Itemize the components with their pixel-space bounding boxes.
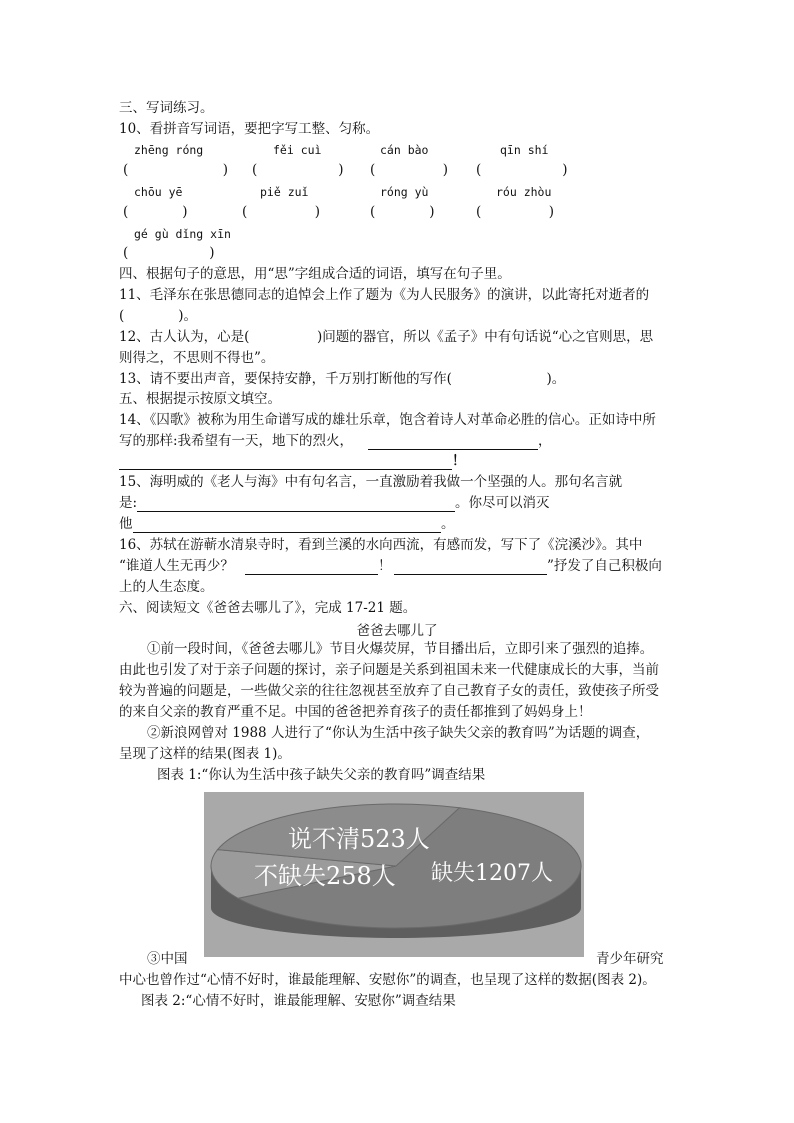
paragraph3-line2: 中心也曾作过“心情不好时，谁最能理解、安慰你”的调查，也呈现了这样的数据(图表 2)。	[119, 972, 656, 988]
pinyin-4: qīn shí	[500, 143, 549, 157]
q16-blank-1[interactable]	[245, 574, 378, 575]
q11-line1: 11、毛泽东在张思德同志的追悼会上作了题为《为人民服务》的演讲，以此寄托对逝者的	[119, 287, 650, 303]
answer-box-2[interactable]: ( )	[252, 162, 344, 178]
paragraph1-line3: 较为普遍的问题是，一些做父亲的往往忽视甚至放弃了自己教育子女的责任，致使孩子所受	[119, 683, 659, 699]
q15-line3-start: 他	[119, 516, 133, 532]
section3-heading: 三、写词练习。	[119, 100, 214, 116]
q13-line: 13、请不要出声音，要保持安静，千万别打断他的写作( )。	[119, 371, 566, 387]
answer-box-4[interactable]: ( )	[476, 162, 568, 178]
q14-comma: ，	[538, 433, 552, 449]
q15-blank-1[interactable]	[137, 511, 455, 512]
pinyin-8: róu zhòu	[496, 185, 552, 199]
pinyin-1: zhēng róng	[134, 143, 204, 157]
answer-box-5[interactable]: ( )	[123, 204, 188, 220]
q16-blank-2[interactable]	[394, 574, 547, 575]
paragraph2-line2: 呈现了这样的结果(图表 1)。	[119, 746, 291, 762]
q14-blank-2[interactable]	[119, 469, 452, 470]
paragraph1-line4: 的来自父亲的教育严重不足。中国的爸爸把养育孩子的责任都推到了妈妈身上！	[119, 704, 592, 720]
q16-line2-end: ”抒发了自己积极向	[547, 558, 662, 574]
label-not-missing: 不缺失258人	[254, 862, 396, 890]
answer-box-7[interactable]: ( )	[370, 204, 435, 220]
q15-blank-2[interactable]	[133, 532, 441, 533]
answer-box-3[interactable]: ( )	[370, 162, 449, 178]
section6-heading: 六、阅读短文《爸爸去哪儿了》，完成 17-21 题。	[119, 600, 417, 616]
q14-line2: 写的那样:我希望有一天，地下的烈火，	[119, 433, 354, 449]
q15-line1: 15、海明威的《老人与海》中有句名言，一直激励着我做一个坚强的人。那句名言就	[119, 474, 623, 490]
answer-box-9[interactable]: ( )	[123, 245, 215, 261]
article-title: 爸爸去哪儿了	[356, 623, 438, 639]
q16-line3: 上的人生态度。	[119, 579, 214, 595]
q16-line2-start: “谁道人生无再少？	[119, 558, 234, 574]
pinyin-9: gé gù dǐng xīn	[134, 227, 231, 241]
chart1-photo	[204, 792, 584, 957]
chart2-caption: 图表 2:“心情不好时，谁最能理解、安慰你”调查结果	[141, 993, 456, 1009]
paragraph3-continued: 青少年研究	[596, 951, 664, 967]
paragraph3-start: ③中国	[147, 951, 188, 967]
paragraph2-line1: ②新浪网曾对 1988 人进行了“你认为生活中孩子缺失父亲的教育吗”为话题的调查，	[147, 725, 650, 741]
section4-heading: 四、根据句子的意思，用“思”字组成合适的词语，填写在句子里。	[119, 266, 511, 282]
q15-line2-start: 是:	[119, 495, 138, 511]
pinyin-5: chōu yē	[134, 185, 183, 199]
label-missing: 缺失1207人	[431, 861, 553, 886]
paragraph1-line1: ①前一段时间，《爸爸去哪儿》节目火爆荧屏，节目播出后，立即引来了强烈的追捧。	[147, 641, 654, 657]
section5-heading: 五、根据提示按原文填空。	[119, 391, 281, 407]
q12-line2: 则得之，不思则不得也”。	[119, 350, 275, 366]
paragraph1-line2: 由此也引发了对于亲子问题的探讨，亲子问题是关系到祖国未来一代健康成长的大事，当前	[119, 662, 659, 678]
answer-box-6[interactable]: ( )	[242, 204, 321, 220]
pinyin-3: cán bào	[380, 143, 429, 157]
label-unclear: 说不清523人	[288, 825, 430, 853]
pinyin-7: róng yù	[380, 185, 429, 199]
q14-blank-1[interactable]	[368, 449, 538, 450]
pinyin-2: fěi cuì	[273, 143, 322, 157]
q16-exclaim: ！	[378, 558, 392, 574]
q10-prompt: 10、看拼音写词语，要把字写工整、匀称。	[119, 121, 380, 137]
q12-line1: 12、古人认为，心是( )问题的器官，所以《孟子》中有句话说“心之官则思，思	[119, 329, 654, 345]
q16-line1: 16、苏轼在游蕲水清泉寺时，看到兰溪的水向西流，有感而发，写下了《浣溪沙》。其中	[119, 537, 643, 553]
chart1-caption: 图表 1:“你认为生活中孩子缺失父亲的教育吗”调查结果	[157, 767, 486, 783]
pie-chart	[204, 792, 584, 957]
answer-box-1[interactable]: ( )	[123, 162, 229, 178]
q15-line2-end: 。你尽可以消灭	[455, 495, 550, 511]
q11-line2: ( )。	[119, 308, 198, 324]
q14-exclaim: ！	[452, 453, 466, 469]
q14-line1: 14、《囚歌》被称为用生命谱写成的雄壮乐章，饱含着诗人对革命必胜的信心。正如诗中所	[119, 412, 656, 428]
q15-line3-end: 。	[441, 516, 455, 532]
answer-box-8[interactable]: ( )	[476, 204, 555, 220]
pinyin-6: piě zuǐ	[260, 185, 309, 199]
